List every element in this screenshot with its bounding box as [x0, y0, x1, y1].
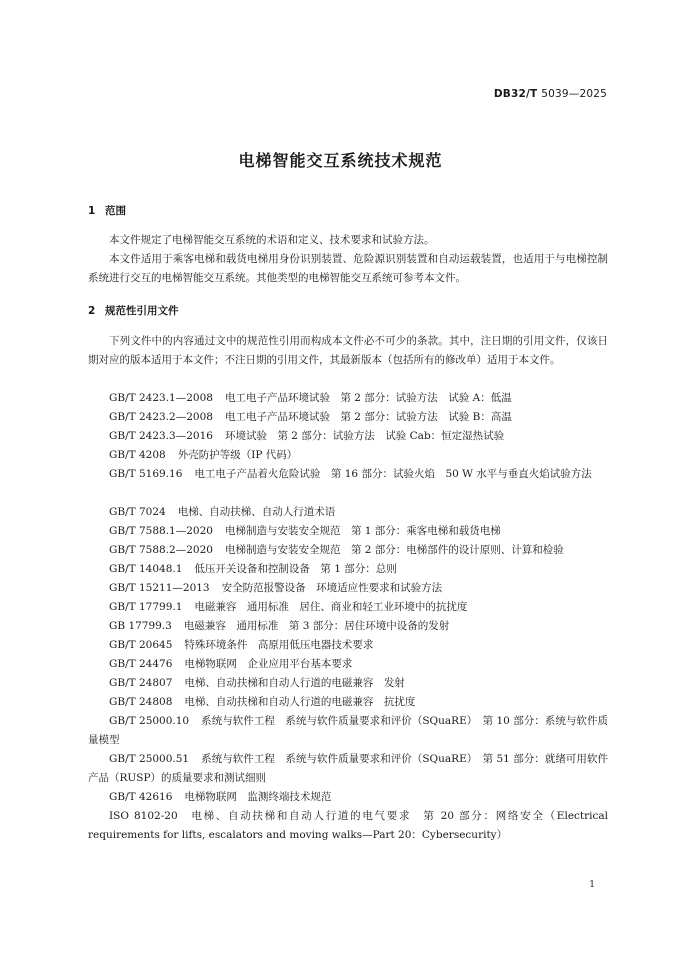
reference-item: GB/T 2423.2—2008 电工电子产品环境试验 第 2 部分：试验方法 试验 B：高温	[109, 411, 512, 423]
reference-item: GB/T 24807 电梯、自动扶梯和自动人行道的电磁兼容 发射	[109, 677, 405, 689]
reference-item: GB/T 25000.10 系统与软件工程 系统与软件质量要求和评价（SQuaRE） 第 10 部分：系统与软件质量模型	[88, 715, 608, 746]
section-1-paragraph-1: 本文件规定了电梯智能交互系统的术语和定义、技术要求和试验方法。	[109, 234, 435, 246]
reference-item: GB/T 5169.16 电工电子产品着火危险试验 第 16 部分：试验火焰 50 W 水平与垂直火焰试验方法	[109, 468, 592, 480]
reference-item: GB/T 7588.2—2020 电梯制造与安装安全规范 第 2 部分：电梯部件的设计原则、计算和检验	[109, 544, 564, 556]
reference-item: GB/T 17799.1 电磁兼容 通用标准 居住、商业和轻工业环境中的抗扰度	[109, 601, 468, 613]
reference-item: GB/T 24476 电梯物联网 企业应用平台基本要求	[109, 658, 353, 670]
reference-item: GB/T 24808 电梯、自动扶梯和自动人行道的电磁兼容 抗扰度	[109, 696, 416, 708]
section-2-heading: 2 规范性引用文件	[88, 305, 179, 317]
reference-item: GB/T 2423.1—2008 电工电子产品环境试验 第 2 部分：试验方法 试验 A：低温	[109, 392, 512, 404]
reference-item: GB/T 14048.1 低压开关设备和控制设备 第 1 部分：总则	[109, 563, 397, 575]
document-code: DB32/T 5039—2025	[493, 88, 607, 100]
reference-item: GB 17799.3 电磁兼容 通用标准 第 3 部分：居住环境中设备的发射	[109, 620, 450, 632]
reference-item: GB/T 2423.3—2016 环境试验 第 2 部分：试验方法 试验 Cab：恒定湿热试验	[109, 430, 505, 442]
reference-item: GB/T 4208 外壳防护等级（IP 代码）	[109, 449, 298, 461]
reference-item: GB/T 20645 特殊环境条件 高原用低压电器技术要求	[109, 639, 374, 651]
reference-item: GB/T 15211—2013 安全防范报警设备 环境适应性要求和试验方法	[109, 582, 443, 594]
reference-item: GB/T 42616 电梯物联网 监测终端技术规范	[109, 791, 332, 803]
reference-item: GB/T 25000.51 系统与软件工程 系统与软件质量要求和评价（SQuaRE） 第 51 部分：就绪可用软件产品（RUSP）的质量要求和测试细则	[88, 753, 608, 784]
section-1-paragraph-2: 本文件适用于乘客电梯和载货电梯用身份识别装置、危险源识别装置和自动运载装置，也适用于与电梯控制系统进行交互的电梯智能交互系统。其他类型的电梯智能交互系统可参考本文件。	[88, 253, 608, 284]
section-1-heading: 1 范围	[88, 205, 126, 217]
reference-item: GB/T 7024 电梯、自动扶梯、自动人行道术语	[109, 506, 336, 518]
page-title: 电梯智能交互系统技术规范	[238, 151, 443, 170]
page-number: 1	[589, 880, 595, 890]
reference-item: GB/T 7588.1—2020 电梯制造与安装安全规范 第 1 部分：乘客电梯和载货电梯	[109, 525, 501, 537]
reference-item: ISO 8102-20 电梯、自动扶梯和自动人行道的电气要求 第 20 部分：网络安全（Electrical requirements for lifts, escalators and moving walks—Part 20：Cybersecurity）	[88, 810, 609, 841]
section-2-intro: 下列文件中的内容通过文中的规范性引用而构成本文件必不可少的条款。其中，注日期的引用文件，仅该日期对应的版本适用于本文件；不注日期的引用文件，其最新版本（包括所有的修改单）适用于本文件。	[88, 335, 608, 366]
